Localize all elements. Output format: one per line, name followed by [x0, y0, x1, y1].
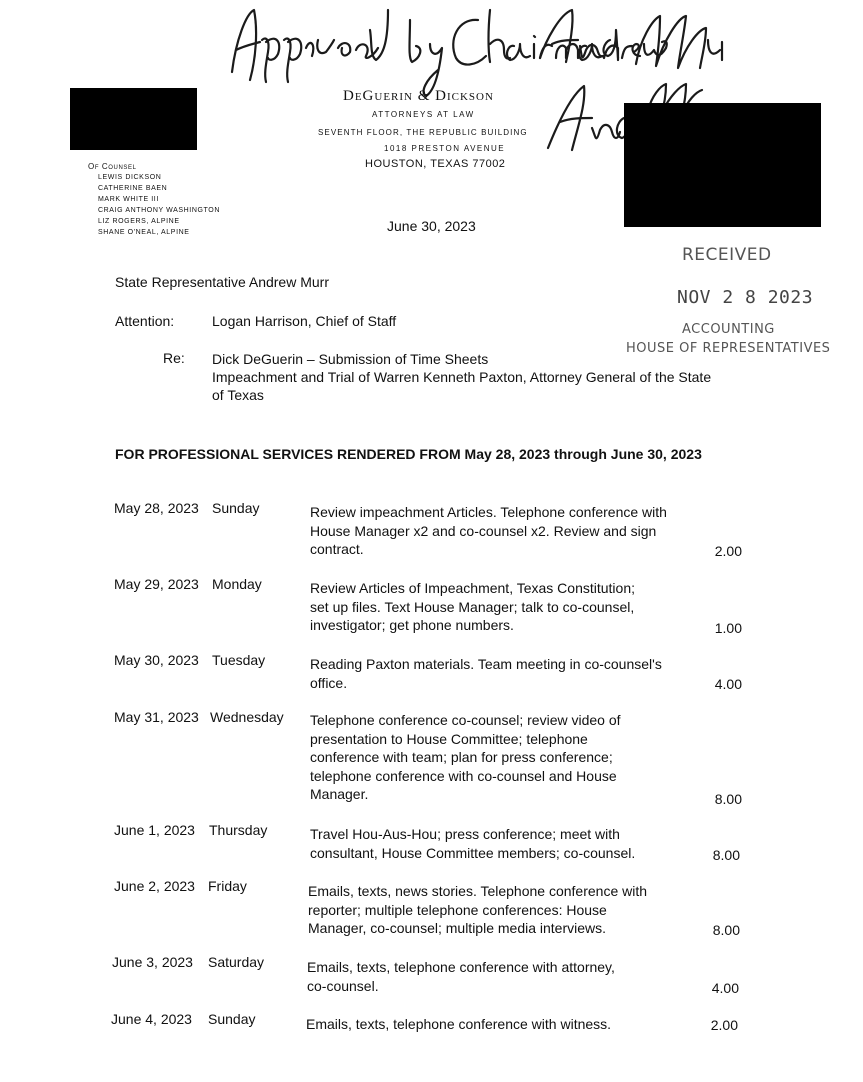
entry-date: May 31, 2023	[114, 709, 199, 725]
entry-hours: 4.00	[714, 676, 742, 692]
of-counsel-name: LIZ ROGERS, ALPINE	[98, 218, 180, 225]
entry-line: telephone conference with co-counsel and House	[310, 767, 617, 784]
entry-description	[310, 655, 710, 692]
firm-address-line2: 1018 PRESTON AVENUE	[384, 144, 506, 153]
of-counsel-name: CATHERINE BAEN	[98, 185, 168, 192]
entry-date: June 3, 2023	[112, 954, 193, 970]
received-stamp-label: RECEIVED	[682, 245, 772, 265]
entry-hours: 8.00	[712, 847, 740, 863]
entry-description	[307, 958, 707, 995]
received-stamp	[620, 245, 840, 365]
of-counsel-name: CRAIG ANTHONY WASHINGTON	[98, 207, 221, 214]
entry-date: June 1, 2023	[114, 822, 195, 838]
entry-hours: 8.00	[712, 922, 740, 938]
entry-description	[310, 825, 710, 862]
entry-day: Wednesday	[210, 709, 284, 725]
entry-hours: 8.00	[714, 791, 742, 807]
entry-line: set up files. Text House Manager; talk to co-counsel,	[310, 598, 635, 615]
entry-date: June 2, 2023	[114, 878, 195, 894]
entry-line: co-counsel.	[307, 977, 379, 994]
entry-hours: 1.00	[714, 620, 742, 636]
entry-date: May 29, 2023	[114, 576, 199, 592]
redaction-box-right	[624, 103, 821, 227]
of-counsel-name: MARK WHITE III	[98, 196, 159, 203]
entry-day: Sunday	[212, 500, 260, 516]
entry-day: Sunday	[208, 1011, 256, 1027]
letter-date: June 30, 2023	[387, 218, 476, 234]
entry-line: office.	[310, 674, 348, 691]
entry-line: Emails, texts, news stories. Telephone conference with	[308, 883, 648, 899]
entry-line: Emails, texts, telephone conference with attorney,	[307, 959, 615, 975]
of-counsel-name: SHANE O'NEAL, ALPINE	[98, 229, 190, 236]
entry-description	[310, 711, 710, 804]
entry-description	[310, 579, 710, 635]
entry-line: presentation to House Committee; telephone	[310, 730, 588, 747]
entry-date: June 4, 2023	[111, 1011, 192, 1027]
entry-line: contract.	[310, 541, 364, 557]
entry-line: Manager.	[310, 786, 369, 802]
entry-hours: 2.00	[710, 1017, 738, 1033]
firm-subtitle: ATTORNEYS AT LAW	[372, 110, 475, 119]
attention-label: Attention:	[115, 313, 175, 329]
of-counsel-name: LEWIS DICKSON	[98, 174, 162, 181]
firm-name: DeGuerin & Dickson	[343, 88, 494, 104]
re-line: of Texas	[212, 387, 264, 403]
entry-day: Saturday	[208, 954, 265, 970]
entry-description	[310, 503, 710, 559]
entry-hours: 4.00	[711, 980, 739, 996]
of-counsel-list	[88, 161, 220, 238]
entry-description	[308, 882, 708, 938]
entry-line: conference with team; plan for press conference;	[310, 749, 613, 765]
entry-day: Monday	[212, 576, 262, 592]
entry-line: Reading Paxton materials. Team meeting in co-counsel's	[310, 656, 662, 672]
entry-description	[306, 1015, 706, 1034]
recipient: State Representative Andrew Murr	[115, 274, 329, 290]
entry-line: reporter; multiple telephone conferences: House	[308, 901, 607, 918]
received-stamp-department: ACCOUNTING	[682, 322, 775, 337]
entry-line: Emails, texts, telephone conference with witness.	[306, 1016, 612, 1032]
re-subject	[212, 350, 772, 404]
redaction-box-left	[70, 88, 197, 150]
entry-line: Review Articles of Impeachment, Texas Constitution;	[310, 580, 636, 596]
entry-line: Travel Hou-Aus-Hou; press conference; meet with	[310, 826, 620, 842]
firm-city-line: HOUSTON, TEXAS 77002	[365, 158, 506, 170]
entry-line: Telephone conference co-counsel; review video of	[310, 712, 621, 728]
entry-date: May 30, 2023	[114, 652, 199, 668]
entry-line: investigator; get phone numbers.	[310, 617, 514, 633]
received-stamp-date: NOV 2 8 2023	[677, 287, 814, 308]
entry-day: Friday	[208, 878, 247, 894]
received-stamp-office: HOUSE OF REPRESENTATIVES	[626, 341, 831, 356]
firm-address-line1: SEVENTH FLOOR, THE REPUBLIC BUILDING	[318, 128, 528, 137]
entry-line: Manager, co-counsel; multiple media interviews.	[308, 920, 607, 936]
re-label: Re:	[163, 350, 185, 366]
re-line: Dick DeGuerin – Submission of Time Sheets	[212, 351, 489, 367]
entry-line: Review impeachment Articles. Telephone conference with	[310, 504, 667, 520]
entry-date: May 28, 2023	[114, 500, 199, 516]
services-heading: FOR PROFESSIONAL SERVICES RENDERED FROM May 28, 2023 through June 30, 2023	[115, 446, 702, 462]
entry-line: consultant, House Committee members; co-counsel.	[310, 844, 636, 861]
re-line: Impeachment and Trial of Warren Kenneth Paxton, Attorney General of the State	[212, 369, 712, 385]
attention-value: Logan Harrison, Chief of Staff	[212, 313, 397, 329]
entry-day: Thursday	[209, 822, 268, 838]
entry-day: Tuesday	[212, 652, 266, 668]
entry-hours: 2.00	[714, 543, 742, 559]
entry-line: House Manager x2 and co-counsel x2. Review and sign	[310, 522, 657, 539]
of-counsel-heading: Of Counsel	[88, 162, 137, 171]
